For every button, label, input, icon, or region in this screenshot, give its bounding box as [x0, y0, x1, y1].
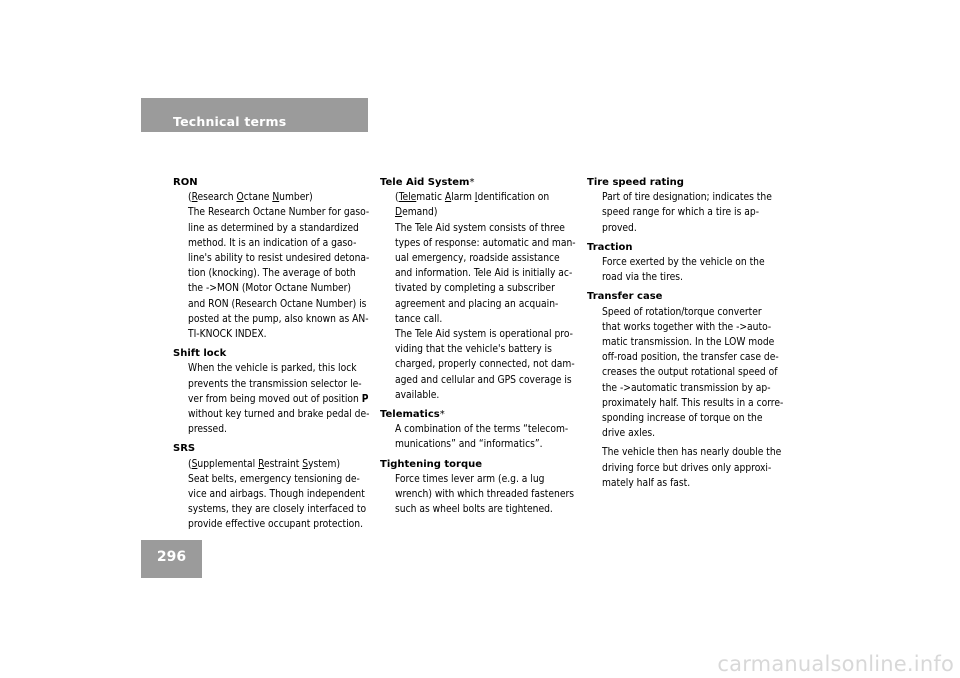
definition-transfer-case — [602, 305, 787, 491]
definition-line: road via the tires. — [602, 272, 683, 284]
acronym-expansion: (Telematic Alarm Identification on — [395, 192, 550, 204]
definition-tele-aid — [395, 190, 580, 403]
definition-line: pressed. — [188, 424, 227, 436]
acronym-expansion: (Supplemental Restraint System) — [188, 458, 341, 470]
column-1 — [173, 175, 373, 537]
definition-line: Seat belts, emergency tensioning de- — [188, 473, 360, 485]
column-2 — [380, 175, 580, 521]
asterisk-marker: * — [469, 177, 475, 188]
definition-srs — [188, 457, 373, 533]
definition-line: ual emergency, roadside assistance — [395, 253, 560, 265]
definition-line: line as determined by a standardized — [188, 222, 359, 234]
definition-ron — [188, 190, 373, 342]
glossary-entry-ron — [173, 175, 373, 342]
definition-line: A combination of the terms “telecom- — [395, 424, 569, 436]
term-traction: Traction — [587, 241, 633, 253]
term-transfer-case: Transfer case — [587, 291, 663, 303]
definition-line: speed range for which a tire is ap- — [602, 207, 760, 219]
definition-line: The Research Octane Number for gaso- — [188, 207, 370, 219]
definition-line: matic transmission. In the LOW mode — [602, 337, 775, 349]
definition-line: When the vehicle is parked, this lock — [188, 363, 357, 375]
asterisk-marker: * — [439, 409, 445, 421]
definition-line: TI-KNOCK INDEX. — [188, 329, 267, 341]
definition-line: Speed of rotation/torque converter — [602, 306, 762, 318]
acronym-expansion-cont: Demand) — [395, 207, 438, 219]
term-shift-lock: Shift lock — [173, 348, 227, 360]
definition-line: Force times lever arm (e.g. a lug — [395, 473, 545, 485]
position-letter: P — [361, 393, 369, 405]
definition-line: The Tele Aid system is operational pro- — [395, 329, 573, 341]
definition-line: the ->MON (Motor Octane Number) — [188, 283, 352, 295]
definition-line: tion (knocking). The average of both — [188, 268, 356, 280]
definition-line: Force exerted by the vehicle on the — [602, 257, 765, 269]
definition-line: drive axles. — [602, 428, 656, 440]
definition-line: agreement and placing an acquain- — [395, 298, 559, 310]
glossary-entry-tightening-torque — [380, 457, 580, 518]
watermark: carmanualsonline.info — [717, 652, 954, 676]
glossary-entry-shift-lock — [173, 346, 373, 437]
definition-line: aged and cellular and GPS coverage is — [395, 374, 572, 386]
definition-line: munications” and “informatics”. — [395, 439, 543, 451]
acronym-expansion: (Research Octane Number) — [188, 192, 313, 204]
definition-tire-speed-rating — [602, 190, 787, 236]
definition-line: mately half as fast. — [602, 477, 691, 489]
term-tele-aid: Tele Aid System* — [380, 177, 475, 188]
definition-line: driving force but drives only approxi- — [602, 462, 772, 474]
definition-line: the ->automatic transmission by ap- — [602, 382, 771, 394]
definition-line: proved. — [602, 222, 637, 234]
page-number-box — [141, 540, 202, 578]
definition-line: charged, properly connected, not dam- — [395, 359, 575, 371]
definition-line: tivated by completing a subscriber — [395, 283, 555, 295]
term-ron: RON — [173, 177, 198, 188]
section-header — [141, 98, 368, 132]
definition-line: wrench) with which threaded fasteners — [395, 489, 575, 501]
term-tire-speed-rating: Tire speed rating — [587, 177, 684, 188]
glossary-entry-tire-speed-rating — [587, 175, 787, 236]
term-tightening-torque: Tightening torque — [380, 458, 483, 470]
definition-line: and RON (Research Octane Number) is — [188, 298, 367, 310]
definition-line: such as wheel bolts are tightened. — [395, 504, 553, 516]
definition-line: sponding increase of torque on the — [602, 413, 763, 425]
glossary-entry-srs — [173, 441, 373, 532]
glossary-entry-traction — [587, 240, 787, 286]
definition-line: Part of tire designation; indicates the — [602, 192, 772, 204]
definition-tightening-torque — [395, 472, 580, 518]
section-title: Technical terms — [173, 114, 287, 129]
definition-line: The vehicle then has nearly double the — [602, 447, 782, 459]
glossary-entry-telematics — [380, 407, 580, 453]
definition-traction — [602, 255, 787, 285]
column-3 — [587, 175, 787, 495]
definition-line: ver from being moved out of position P — [188, 393, 369, 405]
term-telematics: Telematics* — [380, 409, 445, 421]
definition-line: provide effective occupant protection. — [188, 519, 363, 531]
definition-line: without key turned and brake pedal de- — [188, 409, 370, 421]
page-number: 296 — [156, 549, 187, 565]
definition-line: viding that the vehicle's battery is — [395, 344, 552, 356]
definition-shift-lock — [188, 361, 373, 437]
definition-line: creases the output rotational speed of — [602, 367, 778, 379]
definition-line: types of response: automatic and man- — [395, 237, 576, 249]
definition-line: tance call. — [395, 313, 443, 325]
definition-telematics — [395, 422, 580, 452]
definition-line: that works together with the ->auto- — [602, 321, 772, 333]
glossary-entry-transfer-case — [587, 289, 787, 491]
definition-line: systems, they are closely interfaced to — [188, 504, 367, 516]
definition-line: proximately half. This results in a corre- — [602, 397, 784, 409]
definition-line: The Tele Aid system consists of three — [395, 222, 565, 234]
definition-line: line's ability to resist undesired detona- — [188, 253, 370, 265]
definition-line: vice and airbags. Though independent — [188, 489, 365, 501]
definition-line: available. — [395, 389, 440, 401]
term-srs: SRS — [173, 443, 196, 455]
definition-line: off-road position, the transfer case de- — [602, 352, 779, 364]
definition-line: prevents the transmission selector le- — [188, 378, 362, 390]
definition-line: method. It is an indication of a gaso- — [188, 237, 357, 249]
definition-line: posted at the pump, also known as AN- — [188, 313, 369, 325]
glossary-entry-tele-aid — [380, 175, 580, 403]
definition-line: and information. Tele Aid is initially ac- — [395, 268, 573, 280]
